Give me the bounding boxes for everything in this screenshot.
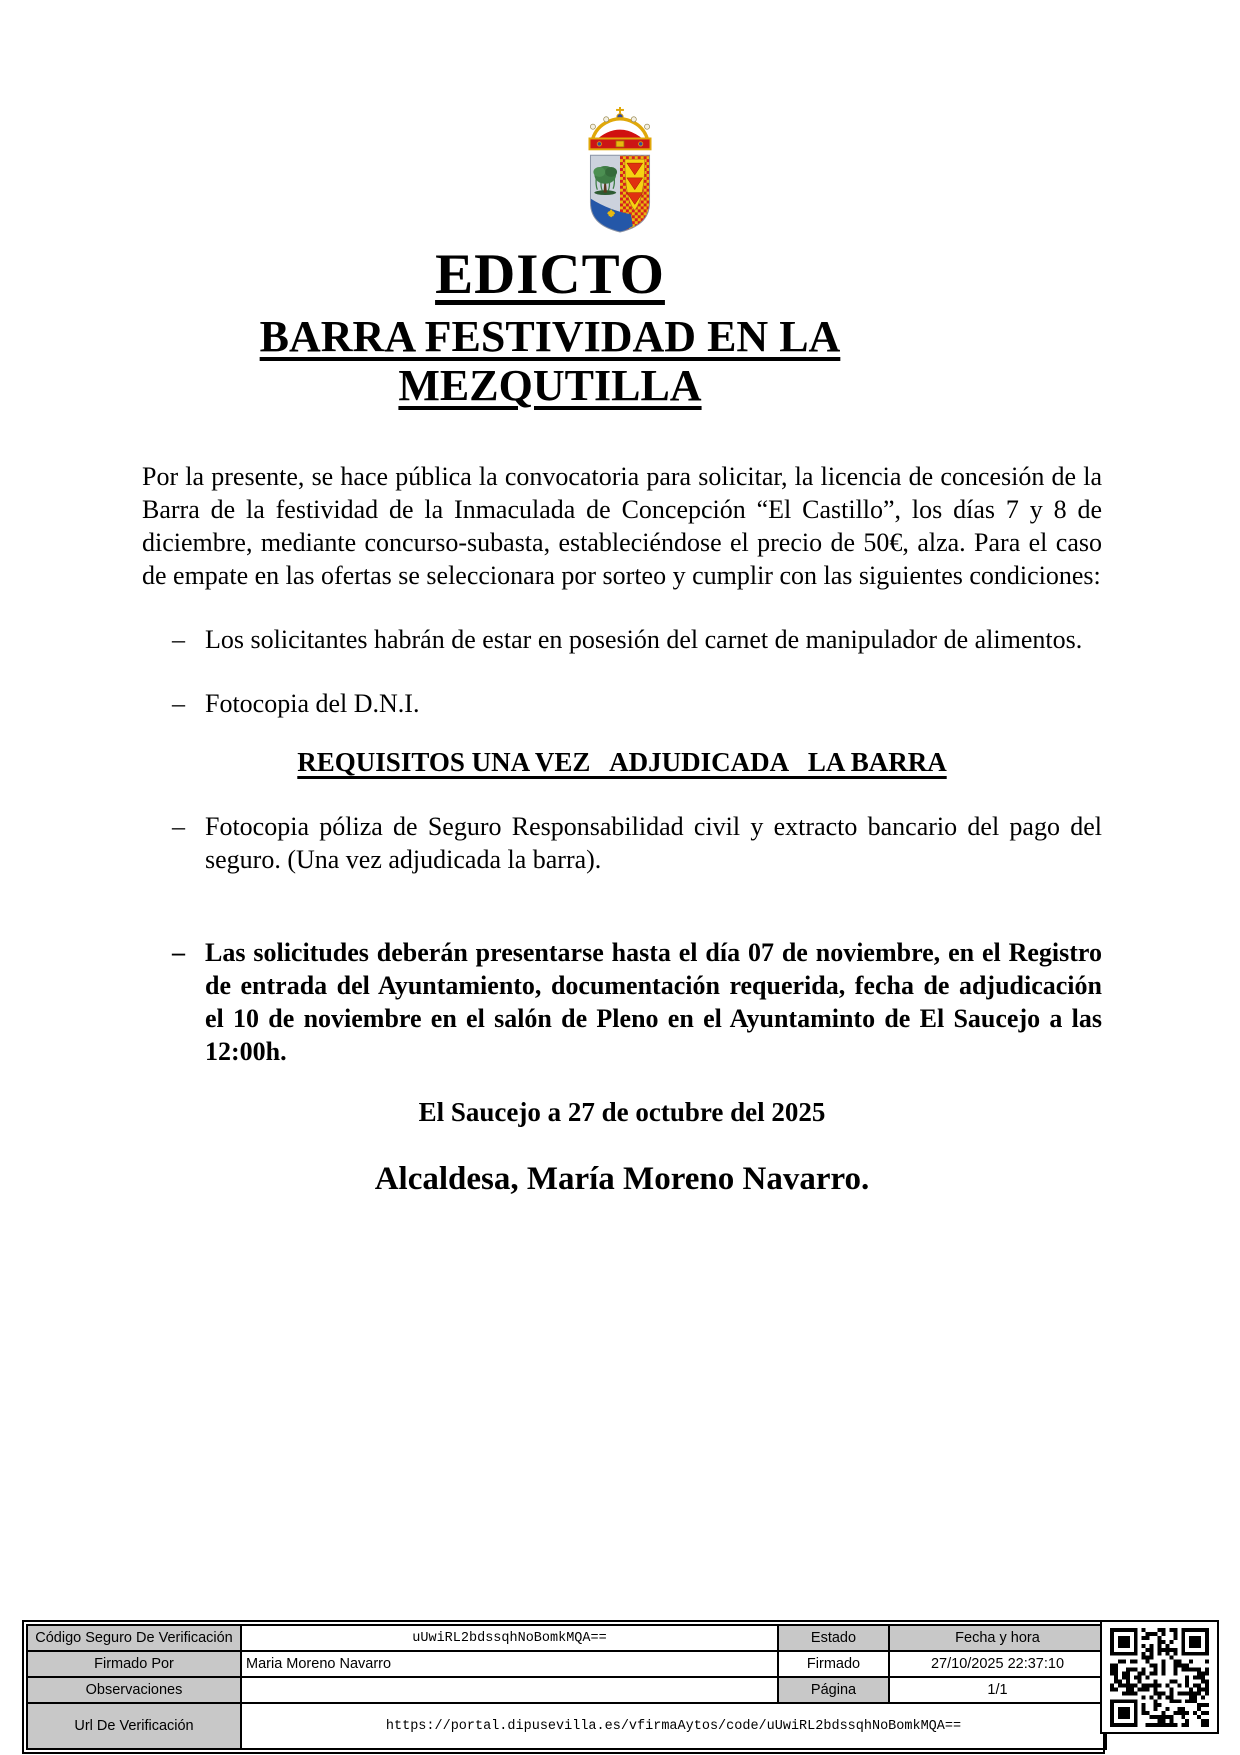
firmado-por-value: Maria Moreno Navarro	[241, 1651, 778, 1677]
pagina-label: Página	[778, 1677, 889, 1703]
list-item	[142, 623, 1102, 656]
verification-table	[26, 1624, 1107, 1750]
url-verificacion-label: Url De Verificación	[27, 1703, 241, 1749]
bullet-text: Los solicitantes habrán de estar en posesión del carnet de manipulador de alimentos.	[205, 625, 1083, 654]
estado-value: Firmado	[778, 1651, 889, 1677]
pagina-value: 1/1	[889, 1677, 1106, 1703]
document-body	[142, 460, 1102, 1199]
document-subtitle	[0, 312, 1100, 410]
table-row	[27, 1703, 1106, 1749]
section-heading-text: REQUISITOS UNA VEZ ADJUDICADA LA BARRA	[297, 747, 947, 777]
table-row	[27, 1651, 1106, 1677]
el-saucejo-coat-of-arms-icon	[575, 106, 665, 234]
title-block	[0, 244, 1100, 410]
fecha-hora-value: 27/10/2025 22:37:10	[889, 1651, 1106, 1677]
table-row	[27, 1625, 1106, 1651]
qr-code-frame	[1100, 1620, 1219, 1734]
section-heading	[142, 746, 1102, 779]
subtitle-line2: MEZQUTILLA	[398, 361, 702, 410]
list-item-deadline	[142, 936, 1102, 1068]
observaciones-label: Observaciones	[27, 1677, 241, 1703]
bullet-text: Las solicitudes deberán presentarse hasta el día 07 de noviembre, en el Registro de entrada del Ayuntamiento, documentación requerida, fecha de adjudicación el 10 de noviembre en el salón de Pleno en el Ayuntaminto de El Saucejo a las 12:00h.	[205, 938, 1102, 1066]
csv-label: Código Seguro De Verificación	[27, 1625, 241, 1651]
bullet-dash: –	[172, 812, 185, 841]
observaciones-value	[241, 1677, 778, 1703]
firmado-por-label: Firmado Por	[27, 1651, 241, 1677]
fecha-hora-header: Fecha y hora	[889, 1625, 1106, 1651]
estado-header: Estado	[778, 1625, 889, 1651]
place-date-line: El Saucejo a 27 de octubre del 2025	[418, 1097, 826, 1127]
bullet-dash: –	[172, 625, 185, 654]
table-row	[27, 1677, 1106, 1703]
subtitle-line1: BARRA FESTIVIDAD EN LA	[259, 312, 841, 361]
bullet-dash: –	[172, 938, 185, 967]
bullet-text: Fotocopia del D.N.I.	[205, 689, 420, 718]
bullet-text: Fotocopia póliza de Seguro Responsabilidad civil y extracto bancario del pago del seguro. (Una vez adjudicada la barra).	[205, 812, 1102, 874]
url-verificacion-value: https://portal.dipusevilla.es/vfirmaAytos/code/uUwiRL2bdssqhNoBomkMQA==	[241, 1703, 1106, 1749]
list-item	[142, 810, 1102, 876]
csv-value: uUwiRL2bdssqhNoBomkMQA==	[241, 1625, 778, 1651]
verification-footer	[22, 1620, 1105, 1754]
intro-paragraph: Por la presente, se hace pública la convocatoria para solicitar, la licencia de concesión de la Barra de la festividad de la Inmaculada de Concepción “El Castillo”, los días 7 y 8 de diciembre, mediante concurso-subasta, estableciéndose el precio de 50€, alza. Para el caso de empate en las ofertas se seleccionara por sorteo y cumplir con las siguientes condiciones:	[142, 462, 1102, 590]
bullet-dash: –	[172, 689, 185, 718]
signature-line: Alcaldesa, María Moreno Navarro.	[374, 1161, 870, 1197]
verification-qr-code-icon	[1110, 1628, 1209, 1727]
document-title: EDICTO	[435, 243, 665, 306]
coat-of-arms-container	[0, 0, 1240, 234]
list-item	[142, 687, 1102, 720]
